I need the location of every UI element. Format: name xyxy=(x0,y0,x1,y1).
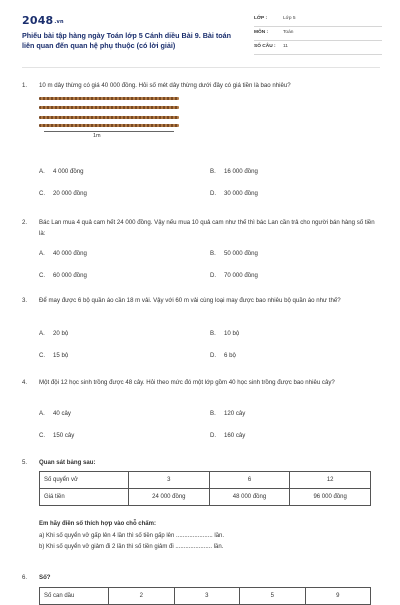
rope-image xyxy=(39,97,179,100)
table-cell: 12 xyxy=(290,472,371,489)
option-text: 60 000 đồng xyxy=(53,272,87,279)
option-letter: A. xyxy=(39,168,45,175)
table-cell: Số quyển vở xyxy=(40,472,129,489)
table-cell: 6 xyxy=(209,472,290,489)
option-a[interactable] xyxy=(39,410,71,417)
option-c[interactable] xyxy=(39,352,68,359)
option-text: 40 cây xyxy=(53,410,71,417)
option-text: 6 bộ xyxy=(224,352,236,359)
meta-row-subject xyxy=(254,30,382,41)
table-cell: Giá tiền xyxy=(40,489,129,506)
table-cell: 9 xyxy=(305,588,371,605)
option-letter: C. xyxy=(39,190,46,197)
table-cell: 3 xyxy=(129,472,210,489)
option-letter: D. xyxy=(210,190,217,197)
meta-key: LỚP : xyxy=(254,16,268,21)
option-letter: B. xyxy=(210,250,216,257)
price-table xyxy=(39,471,371,506)
option-a[interactable] xyxy=(39,330,68,337)
option-text: 20 000 đồng xyxy=(53,190,87,197)
option-letter: A. xyxy=(39,330,45,337)
table-cell: 96 000 đồng xyxy=(290,489,371,506)
option-b[interactable] xyxy=(210,168,258,175)
table-row xyxy=(40,472,371,489)
question-number: 6. xyxy=(22,574,28,581)
question-4 xyxy=(22,378,380,400)
option-text: 160 cây xyxy=(224,432,246,439)
option-b[interactable] xyxy=(210,250,258,257)
table-cell: 24 000 đồng xyxy=(129,489,210,506)
question-6 xyxy=(22,573,380,584)
meta-key: MÔN : xyxy=(254,30,269,35)
question-number: 5. xyxy=(22,459,28,466)
option-d[interactable] xyxy=(210,272,258,279)
table-row xyxy=(40,489,371,506)
question-5 xyxy=(22,458,380,469)
table-cell: Số can dầu xyxy=(40,588,109,605)
option-d[interactable] xyxy=(210,190,258,197)
header xyxy=(22,14,382,60)
option-text: 4 000 đồng xyxy=(53,168,84,175)
question-text: 10 m dây thừng có giá 40 000 đồng. Hỏi số mét dây thừng dưới đây có giá tiền là bao nhiêu? xyxy=(39,82,291,89)
option-text: 20 bộ xyxy=(53,330,69,337)
option-text: 150 cây xyxy=(53,432,75,439)
table-cell: 2 xyxy=(109,588,175,605)
question-3 xyxy=(22,296,380,318)
option-letter: D. xyxy=(210,432,217,439)
oil-table xyxy=(39,587,371,605)
question-text: Bác Lan mua 4 quả cam hết 24 000 đồng. Vậy nếu mua 10 quả cam như thế thì bác Lan cần trả cho người bán hàng số tiền là: xyxy=(39,219,375,237)
site-logo[interactable] xyxy=(22,14,64,27)
question-number: 3. xyxy=(22,297,28,304)
meta-row-count xyxy=(254,44,382,55)
option-text: 50 000 đồng xyxy=(224,250,258,257)
logo-text: 2048 xyxy=(22,14,54,27)
meta-info xyxy=(254,16,382,58)
option-letter: B. xyxy=(210,410,216,417)
rope-image xyxy=(39,106,179,109)
instruction-title: Em hãy điền số thích hợp vào chỗ chấm: xyxy=(39,521,156,527)
option-letter: C. xyxy=(39,352,46,359)
table-cell: 3 xyxy=(174,588,240,605)
fill-line-a[interactable]: a) Khi số quyển vở gấp lên 4 lần thì số tiền gấp lên ...................... lần. xyxy=(39,533,225,539)
meta-value: Toán xyxy=(283,30,294,35)
meta-value: Lớp 5 xyxy=(283,16,296,21)
option-letter: B. xyxy=(210,330,216,337)
option-letter: D. xyxy=(210,272,217,279)
option-d[interactable] xyxy=(210,432,245,439)
measure-line xyxy=(44,131,174,132)
option-c[interactable] xyxy=(39,190,87,197)
table-row xyxy=(40,588,371,605)
option-b[interactable] xyxy=(210,410,245,417)
table-cell: 48 000 đồng xyxy=(209,489,290,506)
option-text: 70 000 đồng xyxy=(224,272,258,279)
rope-image xyxy=(39,124,179,127)
question-number: 4. xyxy=(22,379,28,386)
option-a[interactable] xyxy=(39,168,84,175)
question-number: 2. xyxy=(22,219,28,226)
option-text: 120 cây xyxy=(224,410,246,417)
option-letter: C. xyxy=(39,272,46,279)
option-d[interactable] xyxy=(210,352,236,359)
option-text: 30 000 đồng xyxy=(224,190,258,197)
option-text: 16 000 đồng xyxy=(224,168,258,175)
meta-key: SỐ CÂU : xyxy=(254,44,276,49)
option-text: 40 000 đồng xyxy=(53,250,87,257)
question-text: Số? xyxy=(39,574,51,581)
option-c[interactable] xyxy=(39,272,87,279)
meta-value: 11 xyxy=(283,44,288,49)
option-letter: B. xyxy=(210,168,216,175)
meta-row-class xyxy=(254,16,382,27)
option-text: 15 bộ xyxy=(53,352,69,359)
option-c[interactable] xyxy=(39,432,74,439)
question-text: Một đội 12 học sinh trồng được 48 cây. Hỏi theo mức đó một lớp gồm 40 học sinh trồng được bao nhiêu cây? xyxy=(39,379,335,386)
option-text: 10 bộ xyxy=(224,330,240,337)
fill-line-b[interactable]: b) Khi số quyển vở giảm đi 2 lần thì số tiền giảm đi ...................... lần. xyxy=(39,544,224,550)
option-letter: C. xyxy=(39,432,46,439)
figure-label: 1m xyxy=(93,133,101,139)
logo-suffix: .vn xyxy=(54,19,64,25)
header-divider xyxy=(22,67,380,68)
question-number: 1. xyxy=(22,82,28,89)
question-text: Để may được 6 bộ quần áo cần 18 m vải. Vậy với 60 m vải cùng loại may được bao nhiêu bộ quần áo như thế? xyxy=(39,297,341,304)
option-a[interactable] xyxy=(39,250,87,257)
document-title: Phiếu bài tập hàng ngày Toán lớp 5 Cánh diều Bài 9. Bài toán liên quan đến quan hệ phụ thuộc (có lời giải) xyxy=(22,31,232,50)
option-letter: A. xyxy=(39,410,45,417)
question-2 xyxy=(22,218,380,240)
question-text: Quan sát bảng sau: xyxy=(39,459,96,466)
rope-image xyxy=(39,116,179,119)
option-letter: A. xyxy=(39,250,45,257)
option-b[interactable] xyxy=(210,330,239,337)
option-letter: D. xyxy=(210,352,217,359)
table-cell: 5 xyxy=(240,588,306,605)
